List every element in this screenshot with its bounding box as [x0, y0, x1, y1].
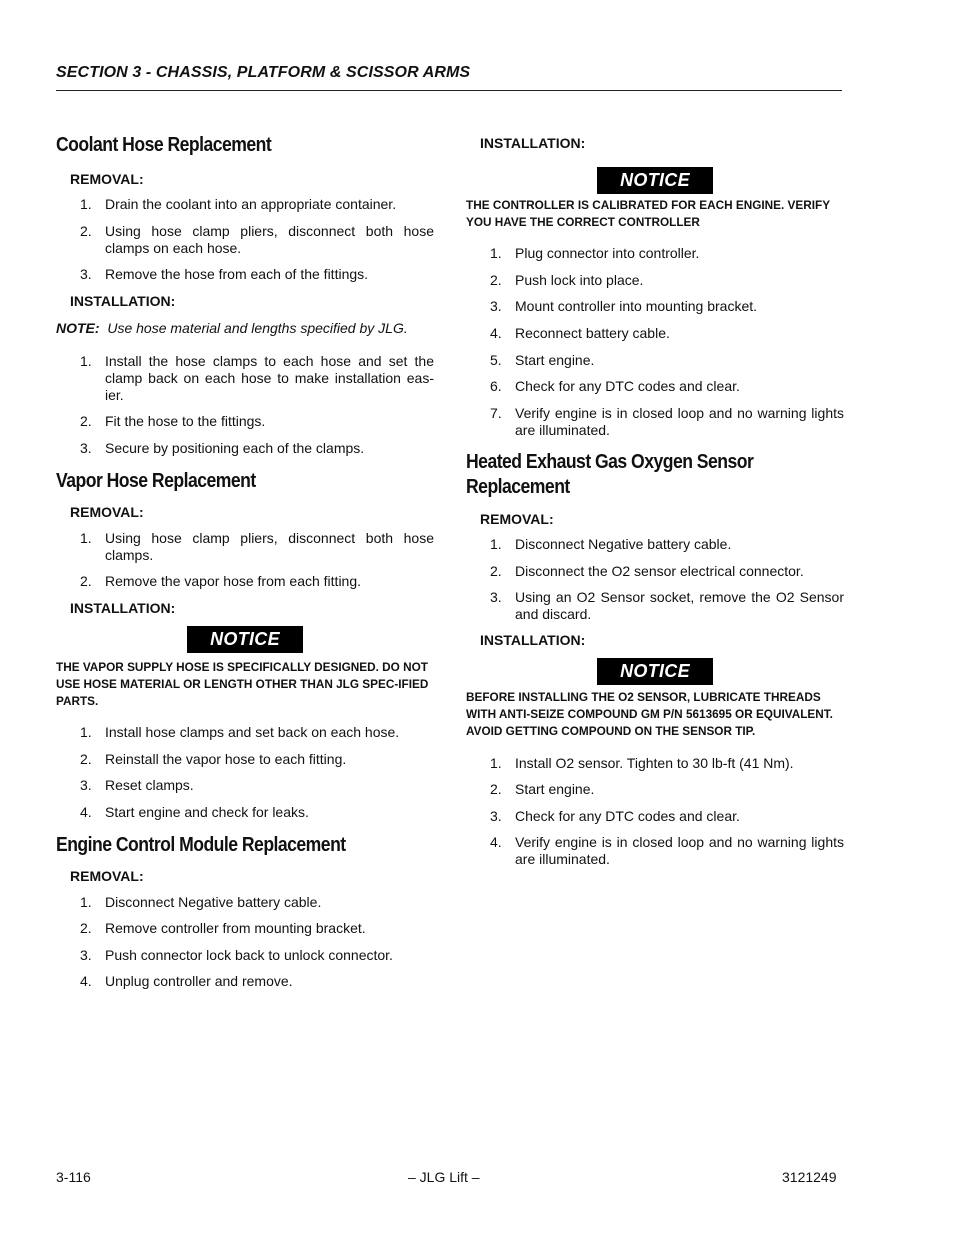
hego-removal-list — [466, 536, 844, 623]
list-item: 1. Using hose clamp pliers, disconnect both hose clamps. — [80, 530, 434, 563]
coolant-removal-label: REMOVAL: — [70, 171, 144, 187]
list-item: 1. Plug connector into controller. — [490, 245, 700, 261]
list-item: 1. Disconnect Negative battery cable. — [80, 894, 322, 910]
hego-removal-label: REMOVAL: — [480, 511, 554, 527]
list-item: 4. Reconnect battery cable. — [490, 325, 670, 341]
list-item: 4. Verify engine is in closed loop and no warning lights are illuminated. — [490, 834, 844, 867]
coolant-removal-list — [56, 196, 434, 283]
notice-label: NOTICE — [597, 658, 713, 685]
hego-install-label: INSTALLATION: — [480, 632, 586, 648]
list-item: 3. Using an O2 Sensor socket, remove the O2 Sensor and discard. — [490, 589, 844, 622]
section-title: SECTION 3 - CHASSIS, PLATFORM & SCISSOR ARMS — [56, 64, 471, 81]
ecm-removal-list — [56, 894, 434, 990]
list-item: 1. Install O2 sensor. Tighten to 30 lb-ft (41 Nm). — [490, 755, 794, 771]
ecm-install-list — [466, 245, 844, 439]
list-item: 5. Start engine. — [490, 352, 595, 368]
hego-install-list — [466, 755, 844, 868]
hego-notice-banner — [466, 658, 844, 685]
list-item: 3. Mount controller into mounting bracket. — [490, 298, 758, 314]
list-item: 2. Start engine. — [490, 781, 595, 797]
right-column — [466, 130, 844, 868]
list-item: 2. Remove controller from mounting bracket. — [80, 920, 366, 936]
coolant-note: NOTE: Use hose material and lengths specified by JLG. — [56, 320, 408, 336]
list-item: 3. Secure by positioning each of the clamps. — [80, 440, 365, 456]
vapor-install-label: INSTALLATION: — [70, 600, 176, 616]
list-item: 2. Remove the vapor hose from each fitting. — [80, 573, 362, 589]
vapor-hose-heading: Vapor Hose Replacement — [56, 470, 256, 492]
list-item: 2. Reinstall the vapor hose to each fitting. — [80, 751, 347, 767]
hego-heading-line1: Heated Exhaust Gas Oxygen Sensor — [466, 451, 754, 473]
list-item: 3. Remove the hose from each of the fittings. — [80, 266, 369, 282]
ecm-notice-text: THE CONTROLLER IS CALIBRATED FOR EACH ENGINE. VERIFY YOU HAVE THE CORRECT CONTROLLER — [466, 198, 830, 229]
list-item: 4. Start engine and check for leaks. — [80, 804, 309, 820]
vapor-notice-text: THE VAPOR SUPPLY HOSE IS SPECIFICALLY DESIGNED. DO NOT USE HOSE MATERIAL OR LENGTH OTHER THAN JLG SPEC-IFIED PARTS. — [56, 660, 429, 708]
list-item: 3. Check for any DTC codes and clear. — [490, 808, 740, 824]
vapor-notice-banner — [56, 626, 434, 653]
list-item: 1. Disconnect Negative battery cable. — [490, 536, 732, 552]
vapor-removal-list — [56, 530, 434, 590]
list-item: 7. Verify engine is in closed loop and no warning lights are illuminated. — [490, 405, 844, 438]
list-item: 1. Install the hose clamps to each hose and set the clamp back on each hose to make installation eas-ier. — [80, 353, 434, 403]
notice-label: NOTICE — [187, 626, 303, 653]
list-item: 3. Push connector lock back to unlock connector. — [80, 947, 393, 963]
list-item: 2. Disconnect the O2 sensor electrical connector. — [490, 563, 804, 579]
list-item: 2. Using hose clamp pliers, disconnect both hose clamps on each hose. — [80, 223, 434, 256]
ecm-removal-label: REMOVAL: — [70, 868, 144, 884]
document-number: 3121249 — [782, 1169, 837, 1185]
vapor-removal-label: REMOVAL: — [70, 504, 144, 520]
list-item: 1. Drain the coolant into an appropriate container. — [80, 196, 397, 212]
coolant-install-list — [56, 353, 434, 457]
ecm-notice-banner — [466, 167, 844, 194]
list-item: 6. Check for any DTC codes and clear. — [490, 378, 740, 394]
footer-brand: – JLG Lift – — [408, 1169, 480, 1185]
ecm-install-label: INSTALLATION: — [480, 135, 586, 151]
list-item: 2. Push lock into place. — [490, 272, 644, 288]
page-number: 3-116 — [56, 1169, 91, 1185]
list-item: 2. Fit the hose to the fittings. — [80, 413, 266, 429]
section-header — [56, 64, 842, 91]
vapor-install-list — [56, 724, 434, 821]
notice-label: NOTICE — [597, 167, 713, 194]
ecm-heading: Engine Control Module Replacement — [56, 834, 346, 856]
hego-heading-line2: Replacement — [466, 476, 570, 498]
list-item: 4. Unplug controller and remove. — [80, 973, 293, 989]
hego-notice-text: BEFORE INSTALLING THE O2 SENSOR, LUBRICATE THREADS WITH ANTI-SEIZE COMPOUND GM P/N 5613695 OR EQUIVALENT. AVOID GETTING COMPOUND ON THE SENSOR TIP. — [466, 690, 833, 738]
list-item: 3. Reset clamps. — [80, 777, 194, 793]
left-column — [56, 130, 434, 990]
coolant-hose-heading: Coolant Hose Replacement — [56, 134, 272, 156]
coolant-install-label: INSTALLATION: — [70, 293, 176, 309]
list-item: 1. Install hose clamps and set back on each hose. — [80, 724, 400, 740]
